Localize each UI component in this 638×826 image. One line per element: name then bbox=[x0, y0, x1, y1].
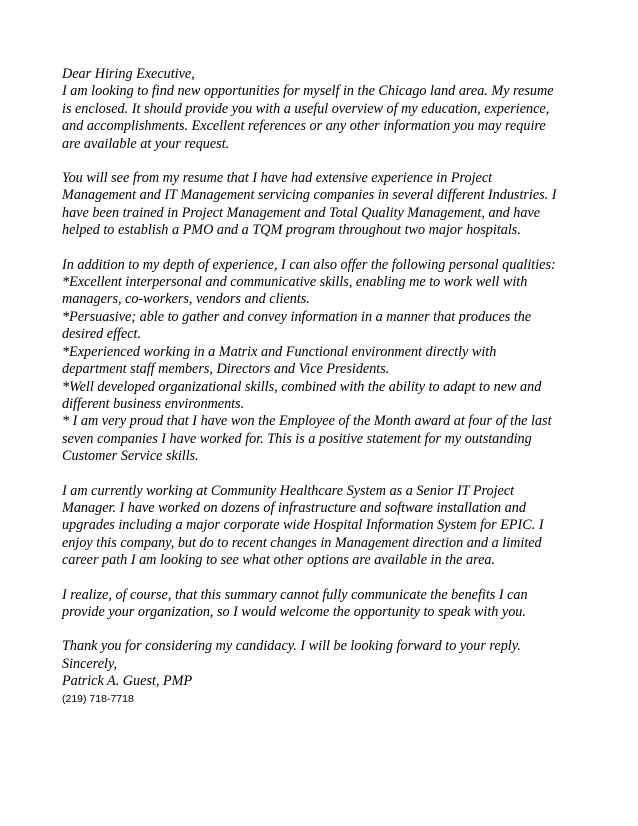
thank-you-line: Thank you for considering my candidacy. I will be looking forward to your reply. bbox=[62, 638, 521, 655]
paragraph-line: Management and IT Management servicing companies in several different Industries. I bbox=[62, 187, 557, 204]
paragraph-summary bbox=[62, 587, 582, 622]
paragraph-line: I am looking to find new opportunities for myself in the Chicago land area. My resume bbox=[62, 83, 554, 100]
paragraph-line: * I am very proud that I have won the Employee of the Month award at four of the last bbox=[62, 413, 552, 430]
paragraph-line: managers, co-workers, vendors and clients. bbox=[62, 291, 310, 308]
paragraph-line: seven companies I have worked for. This is a positive statement for my outstanding bbox=[62, 430, 532, 447]
sign-off: Sincerely, bbox=[62, 655, 118, 672]
paragraph-line: department staff members, Directors and Vice Presidents. bbox=[62, 361, 390, 378]
paragraph-spacer bbox=[62, 240, 582, 257]
paragraph-line: helped to establish a PMO and a TQM program throughout two major hospitals. bbox=[62, 222, 521, 239]
phone-number: (219) 718-7718 bbox=[62, 692, 134, 705]
paragraph-line: desired effect. bbox=[62, 326, 142, 343]
paragraph-line: are available at your request. bbox=[62, 135, 230, 152]
salutation: Dear Hiring Executive, bbox=[62, 66, 195, 82]
signature-name: Patrick A. Guest, PMP bbox=[62, 673, 193, 690]
paragraph-line: enjoy this company, but do to recent changes in Management direction and a limited bbox=[62, 534, 542, 551]
paragraph-line: I am currently working at Community Healthcare System as a Senior IT Project bbox=[62, 482, 515, 499]
paragraph-line: *Experienced working in a Matrix and Functional environment directly with bbox=[62, 343, 497, 360]
paragraph-experience bbox=[62, 170, 582, 240]
paragraph-line: is enclosed. It should provide you with a useful overview of my education, experience, bbox=[62, 100, 550, 117]
paragraph-spacer bbox=[62, 153, 582, 170]
paragraph-current-role bbox=[62, 483, 582, 570]
paragraph-spacer bbox=[62, 570, 582, 587]
paragraph-line: I realize, of course, that this summary cannot fully communicate the benefits I can bbox=[62, 586, 528, 603]
paragraph-intro bbox=[62, 83, 582, 153]
paragraph-line: upgrades including a major corporate wide Hospital Information System for EPIC. I bbox=[62, 517, 544, 534]
cover-letter bbox=[62, 66, 582, 706]
paragraph-spacer bbox=[62, 466, 582, 483]
paragraph-line: Customer Service skills. bbox=[62, 448, 199, 465]
paragraph-line: In addition to my depth of experience, I can also offer the following personal qualities: bbox=[62, 256, 556, 273]
paragraph-line: have been trained in Project Management and Total Quality Management, and have bbox=[62, 204, 541, 221]
paragraph-line: Manager. I have worked on dozens of infrastructure and software installation and bbox=[62, 499, 526, 516]
paragraph-line: You will see from my resume that I have had extensive experience in Project bbox=[62, 170, 493, 187]
paragraph-line: different business environments. bbox=[62, 395, 245, 412]
paragraph-line: *Well developed organizational skills, combined with the ability to adapt to new and bbox=[62, 378, 542, 395]
paragraph-line: *Excellent interpersonal and communicative skills, enabling me to work well with bbox=[62, 274, 528, 291]
paragraph-spacer bbox=[62, 621, 582, 638]
paragraph-line: provide your organization, so I would welcome the opportunity to speak with you. bbox=[62, 603, 526, 620]
paragraph-qualities bbox=[62, 257, 582, 466]
paragraph-line: and accomplishments. Excellent references or any other information you may require bbox=[62, 118, 546, 135]
paragraph-line: career path I am looking to see what other options are available in the area. bbox=[62, 552, 496, 569]
paragraph-line: *Persuasive; able to gather and convey information in a manner that produces the bbox=[62, 308, 532, 325]
closing-block bbox=[62, 638, 582, 705]
